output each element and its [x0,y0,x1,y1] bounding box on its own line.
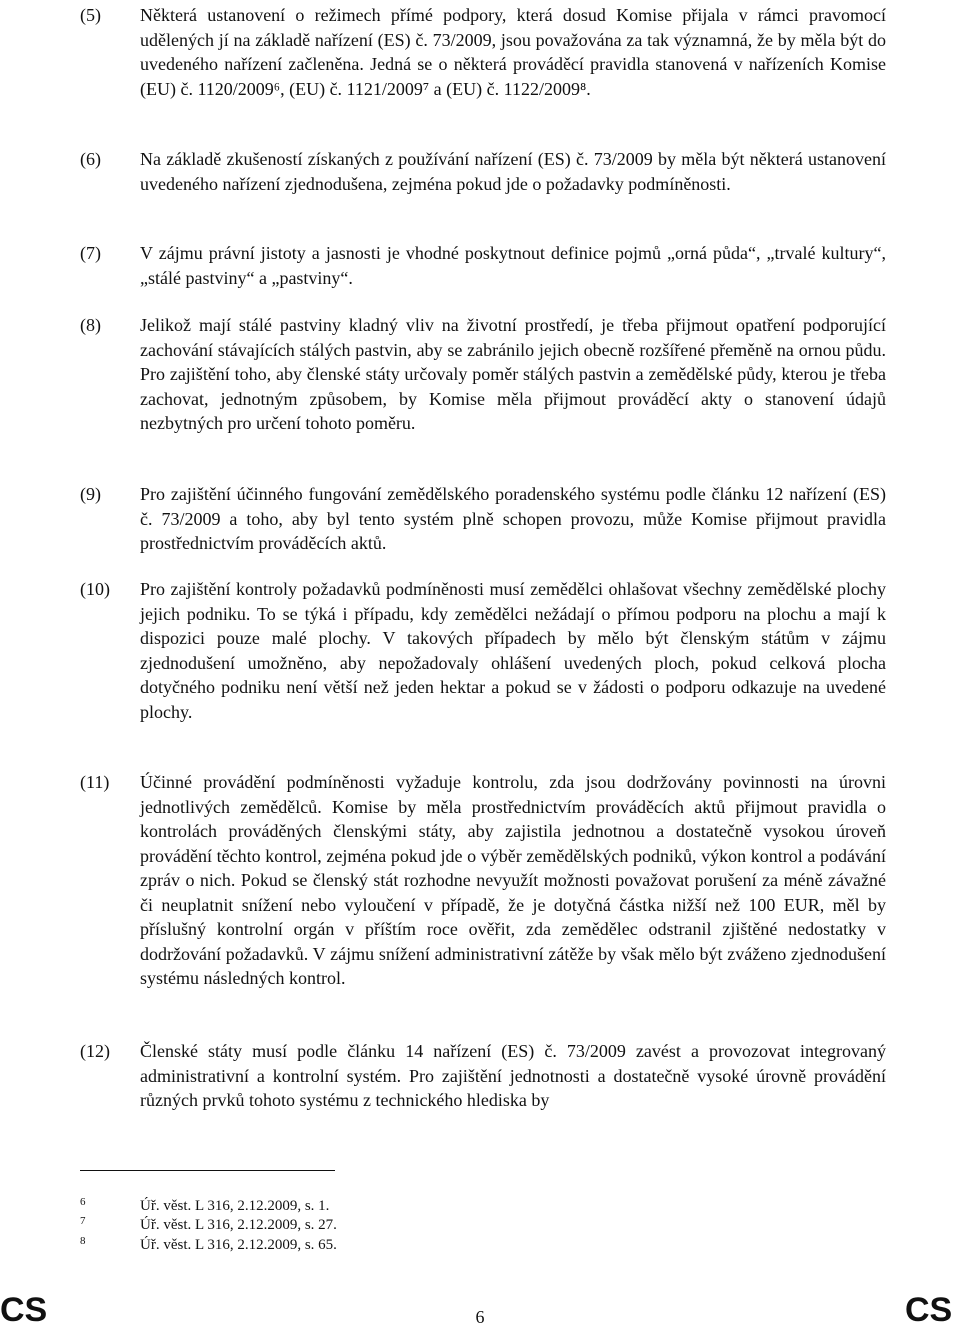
recital-text: Jelikož mají stálé pastviny kladný vliv na životní prostředí, je třeba přijmout opatření podporující zachování stávajících stálých pastvin, aby se zabránilo jejich obecně rozšířené přeměně na ornou půdu. Pro zajištění toho, aby členské státy určovaly poměr stálých pastvin a zemědělské půdy, kterou je třeba zachovat, jednotným způsobem, by Komise měla přijmout prováděcí akty o stanovení údajů nezbytných pro určení tohoto poměru. [140,315,886,433]
recital-text: Pro zajištění účinného fungování zemědělského poradenského systému podle článku 12 nařízení (ES) č. 73/2009 a toho, aby byl tento systém plně schopen provozu, může Komise přijmout pravidla prostřednictvím prováděcích aktů. [140,484,886,553]
recital-number: (5) [80,5,101,25]
recital-text: Členské státy musí podle článku 14 nařízení (ES) č. 73/2009 zavést a provozovat integrovaný administrativní a kontrolní systém. Pro zajištění jednotnosti a dostatečně vysoké úrovně provádění různých prvků tohoto systému z technického hlediska by [140,1041,886,1110]
language-code-right: CS [905,1291,953,1329]
recital-text: Účinné provádění podmíněnosti vyžaduje kontrolu, zda jsou dodržovány povinnosti na úrovni jednotlivých zemědělců. Komise by měla prostřednictvím prováděcích aktů přijmout pravidla o kontrolách prováděných členskými státy, aby zajistila jednotnou a dostatečně vysokou úroveň provádění těchto kontrol, zejména pokud jde o výběr zemědělských podniků, výkon kontrol a podávání zpráv o nich. Pokud se členský stát rozhodne nevyužít možnosti považovat porušení za méně závažné či neuplatnit snížení nebo vyloučení v případě, že je dotyčná částka nižší než 100 EUR, měl by příslušný kontrolní orgán v příštím roce ověřit, zda zemědělec odstranil zjištěné nedostatky v dodržování požadavků. V zájmu snížení administrativní zátěže by však mělo být zváženo zjednodušení systému následných kontrol. [140,772,886,988]
footnote-number: 6 [80,1196,86,1208]
footnote-number: 8 [80,1235,86,1247]
language-code-left: CS [0,1291,48,1329]
recital-text: Na základě zkušeností získaných z používání nařízení (ES) č. 73/2009 by měla být některá ustanovení uvedeného nařízení zjednodušena, zejména pokud jde o požadavky podmíněnosti. [140,149,886,194]
footnote-text: Úř. věst. L 316, 2.12.2009, s. 1. [140,1198,330,1214]
recital-number: (7) [80,243,101,263]
recital-text: Některá ustanovení o režimech přímé podpory, která dosud Komise přijala v rámci pravomocí udělených jí na základě nařízení (ES) č. 73/2009, jsou považována za tak významná, že by měla být do uvedeného nařízení začleněna. Jedná se o některá prováděcí pravidla stanovená v nařízeních Komise (EU) č. 1120/2009⁶, (EU) č. 1121/2009⁷ a (EU) č. 1122/2009⁸. [140,5,886,99]
page-number: 6 [475,1307,485,1327]
recital-number: (11) [80,772,110,792]
recital-number: (9) [80,484,101,504]
footnote-text: Úř. věst. L 316, 2.12.2009, s. 65. [140,1237,337,1253]
footnote-separator [80,1170,335,1171]
recital-number: (8) [80,315,101,335]
recital-text: V zájmu právní jistoty a jasnosti je vhodné poskytnout definice pojmů „orná půda“, „trvalé kultury“, „stálé pastviny“ a „pastviny“. [140,243,886,288]
footnote-number: 7 [80,1215,86,1227]
recital-number: (12) [80,1041,110,1061]
footnote-text: Úř. věst. L 316, 2.12.2009, s. 27. [140,1217,337,1233]
recital-text: Pro zajištění kontroly požadavků podmíněnosti musí zemědělci ohlašovat všechny zemědělské plochy jejich podniku. To se týká i případu, kdy zemědělci nežádají o přímou podporu na plochu a mají k dispozici pouze malé plochy. V takových případech by mělo být členským státům v zájmu zjednodušení umožněno, aby nepožadovaly ohlášení uvedených ploch, pokud celková plocha dotyčného podniku není větší než jeden hektar a pokud se v žádosti o podporu odkazuje na uvedené plochy. [140,579,886,722]
recital-number: (10) [80,579,110,599]
recital-number: (6) [80,149,101,169]
